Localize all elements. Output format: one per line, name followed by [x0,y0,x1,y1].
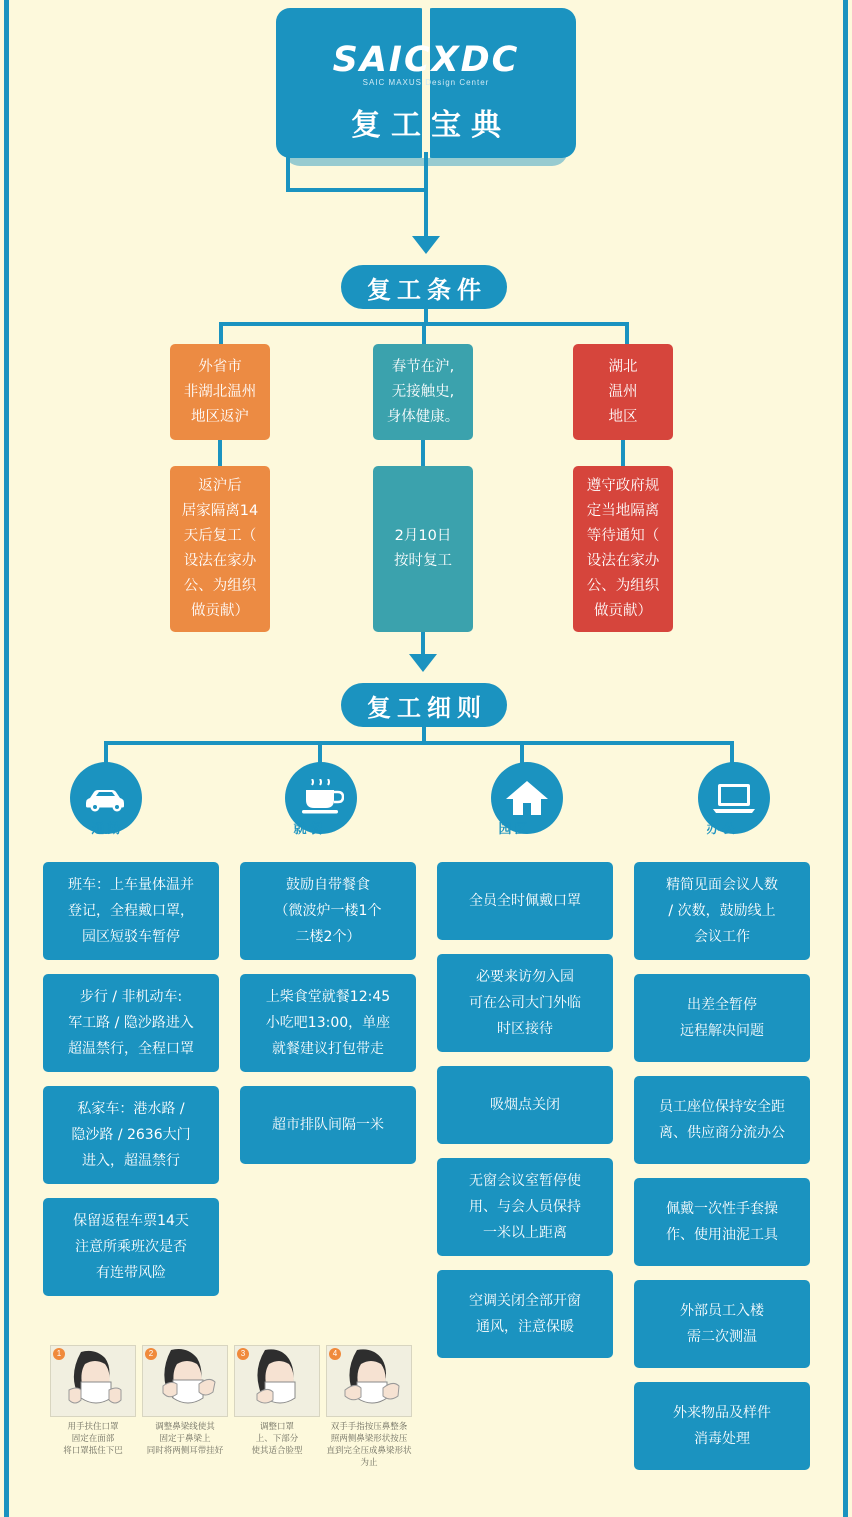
condition-body-line: 做贡献） [594,603,652,619]
condition-head-line: 无接触史, [391,383,455,400]
page-title: 复工宝典 [351,108,511,143]
list-item: 无窗会议室暂停使 用、与会人员保持 一米以上距离 [437,1158,613,1256]
condition-body-line: 设法在家办 [183,553,257,569]
mask-instructions [50,1345,412,1469]
mask-step [326,1345,412,1469]
car-icon [83,783,129,813]
condition-head-line: 外省市 [198,358,242,375]
connector-book-down [424,152,428,190]
node-rules-title: 复工细则 [341,683,507,727]
branch-drop-3 [625,322,629,344]
list-item: 鼓励自带餐食 （微波炉一楼1个 二楼2个） [240,862,416,960]
connector-to-condition [424,188,428,238]
list-item: 班车：上车量体温并 登记，全程戴口罩， 园区短驳车暂停 [43,862,219,960]
mask-caption: 调整口罩 上、下部分 使其适合脸型 [251,1422,303,1456]
mask-step-number: 3 [237,1348,249,1360]
branch-drop-2 [422,322,426,344]
left-border [4,0,9,1517]
column-campus [437,862,613,1358]
laptop-icon [711,781,757,815]
company-logo: SAICXDC [332,40,520,80]
rules-drop-4 [730,741,734,763]
condition-head-other-province [170,344,270,440]
category-label-dining: 就餐 [293,822,326,837]
branch-drop-1 [219,322,223,344]
condition-body-line: 2月10日 [394,528,452,544]
column-dining [240,862,416,1164]
condition-body-line: 遵守政府规 [586,478,660,494]
condition-body-line: 公、为组织 [183,578,257,594]
condition-head-line: 春节在沪, [391,358,455,375]
mask-illustration-3 [234,1345,320,1417]
rules-drop-3 [520,741,524,763]
list-item: 佩戴一次性手套操 作、使用油泥工具 [634,1178,810,1266]
list-item: 空调关闭全部开窗 通风，注意保暖 [437,1270,613,1358]
mask-step-number: 1 [53,1348,65,1360]
connector-book-left-up [286,152,290,190]
condition-head-line: 非湖北温州 [183,383,257,400]
arrow-to-condition [412,236,440,254]
mask-caption: 调整鼻梁线使其 固定于鼻梁上 同时将两侧耳带挂好 [146,1422,224,1456]
condition-head-line: 地区返沪 [191,408,249,425]
condition-head-line: 温州 [608,383,638,400]
list-item: 吸烟点关闭 [437,1066,613,1144]
condition-body-line: 居家隔离14 [181,503,259,519]
condition-body-line: 天后复工（ [183,528,257,544]
condition-body-other-province [170,466,270,632]
column-office [634,862,810,1470]
condition-head-in-shanghai [373,344,473,440]
mask-step [234,1345,320,1469]
condition-body-line: 设法在家办 [586,553,660,569]
rules-drop-2 [318,741,322,763]
condition-body-line: 按时复工 [394,553,452,569]
mask-illustration-2 [142,1345,228,1417]
category-label-office: 办公 [706,822,739,837]
list-item: 外部员工入楼 需二次测温 [634,1280,810,1368]
list-item: 精简见面会议人数 / 次数，鼓励线上 会议工作 [634,862,810,960]
list-item: 必要来访勿入园 可在公司大门外临 时区接待 [437,954,613,1052]
node-condition-title: 复工条件 [341,265,507,309]
condition-body-line: 做贡献） [190,603,249,619]
rules-drop-1 [104,741,108,763]
condition-body-line: 公、为组织 [586,578,660,594]
condition-head-line: 地区 [608,408,638,425]
mask-step [142,1345,228,1469]
list-item: 超市排队间隔一米 [240,1086,416,1164]
list-item: 全员全时佩戴口罩 [437,862,613,940]
list-item: 外来物品及样件 消毒处理 [634,1382,810,1470]
list-item: 私家车：港水路 / 隐沙路 / 2636大门 进入，超温禁行 [43,1086,219,1184]
mask-step [50,1345,136,1469]
mask-caption: 用手扶住口罩 固定在面部 将口罩抵住下巴 [63,1422,123,1456]
condition-connector-1 [218,440,222,468]
list-item: 上柴食堂就餐12:45 小吃吧13:00，单座 就餐建议打包带走 [240,974,416,1072]
mask-caption: 双手手指按压鼻整条 照两侧鼻梁形状按压 直到完全压成鼻梁形状为止 [326,1422,412,1468]
category-label-campus: 园区 [498,822,531,837]
condition-body-line: 返沪后 [198,478,242,494]
home-icon [505,779,549,817]
book-content [276,8,576,158]
coffee-icon [298,779,344,817]
arrow-to-rules [409,654,437,672]
mask-step-number: 2 [145,1348,157,1360]
mask-illustration-4 [326,1345,412,1417]
category-label-commute: 通勤 [91,822,124,837]
mask-illustration-1 [50,1345,136,1417]
list-item: 员工座位保持安全距 离、供应商分流办公 [634,1076,810,1164]
rules-bar [104,741,734,745]
condition-connector-2 [421,440,425,468]
list-item: 步行 / 非机动车: 军工路 / 隐沙路进入 超温禁行，全程口罩 [43,974,219,1072]
condition-connector-3 [621,440,625,468]
condition-head-line: 身体健康。 [386,408,460,425]
condition-head-hubei-wenzhou [573,344,673,440]
right-border [843,0,848,1517]
condition-body-line: 定当地隔离 [586,503,660,519]
column-commute [43,862,219,1296]
condition-body-line: 等待通知（ [586,528,660,544]
list-item: 保留返程车票14天 注意所乘班次是否 有连带风险 [43,1198,219,1296]
header-book [276,8,576,166]
list-item: 出差全暂停 远程解决问题 [634,974,810,1062]
connector-book-h [286,188,428,192]
condition-head-line: 湖北 [608,358,638,375]
company-logo-subtitle: SAIC MAXUS Design Center [362,78,490,87]
condition-body-in-shanghai [373,466,473,632]
mask-step-number: 4 [329,1348,341,1360]
condition-body-hubei-wenzhou [573,466,673,632]
